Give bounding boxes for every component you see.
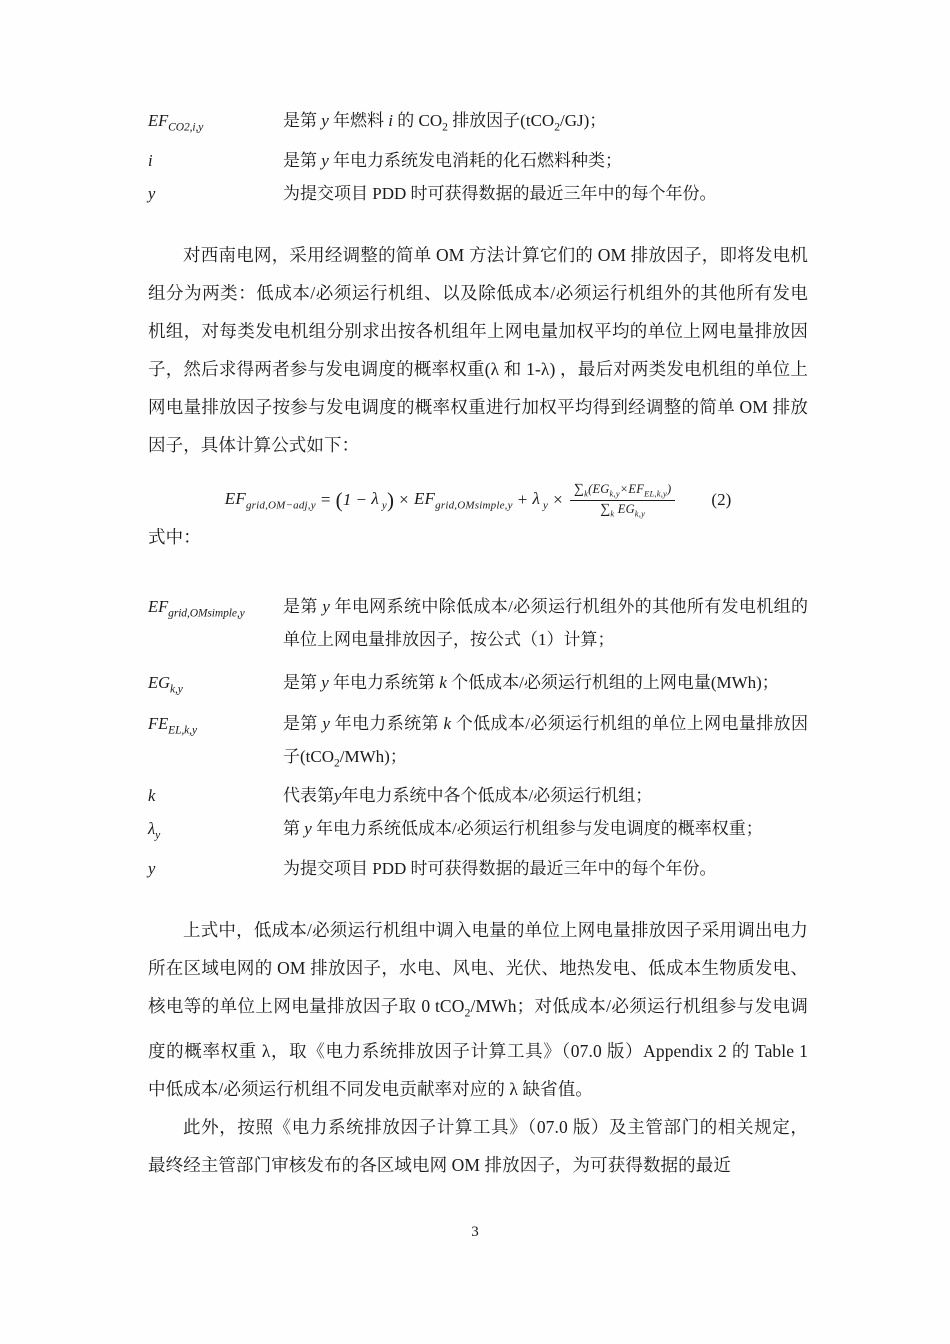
paragraph-lowcost-units: 上式中，低成本/必须运行机组中调入电量的单位上网电量排放因子采用调出电力所在区域电网的 OM 排放因子，水电、风电、光伏、地热发电、低成本生物质发电、核电等的单位上网电量排放因子取 0 tCO$_2$/MWh；对低成本/必须运行机组参与发电调度的概率权重 λ，取《电力系统排放因子计算工具》（07.0 版）Appendix 2 的 Table 1 中低成本/必须运行机组不同发电贡献率对应的 λ 缺省值。 bbox=[148, 920, 808, 1099]
definition-description: 是第 y 年电力系统第 k 个低成本/必须运行机组的上网电量(MWh)； bbox=[283, 673, 779, 693]
definition-term: $EF_{CO2,i,y}$ bbox=[148, 111, 204, 134]
definition-term: $EG_{k,y}$ bbox=[148, 673, 183, 696]
definition-row bbox=[148, 852, 808, 885]
definition-term: $EF_{grid,OMsimple,y}$ bbox=[148, 597, 245, 620]
definition-row bbox=[148, 177, 808, 210]
definition-description: 是第 y 年电力系统第 k 个低成本/必须运行机组的单位上网电量排放因子(tCO$_2$/MWh)； bbox=[283, 713, 809, 769]
definition-term: $FE_{EL,k,y}$ bbox=[148, 713, 197, 736]
definition-list-main bbox=[148, 590, 808, 885]
definition-term: y bbox=[148, 859, 156, 879]
definition-row bbox=[148, 104, 808, 144]
paragraph-southwest-grid: 对西南电网，采用经调整的简单 OM 方法计算它们的 OM 排放因子，即将发电机组分为两类：低成本/必须运行机组、以及除低成本/必须运行机组外的其他所有发电机组，对每类发电机组分别求出按各机组年上网电量加权平均的单位上网电量排放因子，然后求得两者参与发电调度的概率权重(λ 和 1-λ) ，最后对两类发电机组的单位上网电量排放因子按参与发电调度的概率权重进行加权平均得到经调整的简单 OM 排放因子，具体计算公式如下： bbox=[148, 245, 808, 456]
definition-term: k bbox=[148, 785, 156, 805]
definition-description: 为提交项目 PDD 时可获得数据的最近三年中的每个年份。 bbox=[283, 859, 717, 879]
definition-description: 为提交项目 PDD 时可获得数据的最近三年中的每个年份。 bbox=[283, 184, 717, 204]
definition-term: $\lambda_y$ bbox=[148, 818, 161, 842]
page-content bbox=[148, 0, 808, 1184]
definition-description: 是第 y 年电力系统发电消耗的化石燃料种类； bbox=[283, 151, 623, 171]
equation-expression: $EF_{grid,OM-adj,y}$ = ( 1 − λ $_y$ ) × $EF_{grid,OMsimple,y}$ + λ $_y$ × $\frac{\sum_k(EG_{k,y}\times EF_{EL,k,y})}{\sum_k EG_{k,y}}$ bbox=[225, 482, 678, 518]
fraction-numerator: $\sum_k(EG_{k,y}\times EF_{EL,k,y})$ bbox=[570, 482, 676, 501]
formula-legend-label: 式中： bbox=[148, 527, 201, 548]
page-number: 3 bbox=[471, 1224, 479, 1240]
definition-row bbox=[148, 144, 808, 177]
definition-term: y bbox=[148, 184, 156, 204]
equation-fraction bbox=[570, 482, 676, 518]
definition-row bbox=[148, 779, 808, 812]
definition-description: 是第 y 年燃料 i 的 $CO_2$ 排放因子(tCO$_2$/GJ)； bbox=[283, 111, 607, 134]
definition-row bbox=[148, 666, 808, 706]
definition-row bbox=[148, 812, 808, 852]
definition-row bbox=[148, 590, 808, 656]
definition-row bbox=[148, 707, 808, 779]
equation-2 bbox=[148, 482, 808, 518]
fraction-denominator: $\sum_k$ $EG_{k,y}$ bbox=[600, 501, 646, 519]
definition-description: 第 y 年电力系统低成本/必须运行机组参与发电调度的概率权重； bbox=[283, 818, 763, 838]
definition-description: 代表第y年电力系统中各个低成本/必须运行机组； bbox=[283, 785, 653, 805]
equation-number: (2) bbox=[711, 490, 732, 510]
definition-term: i bbox=[148, 151, 153, 171]
definition-description: 是第 y 年电网系统中除低成本/必须运行机组外的其他所有发电机组的单位上网电量排放因子，按公式（1）计算； bbox=[283, 597, 809, 650]
definition-list-top bbox=[148, 104, 808, 210]
paragraph-authority-note: 此外，按照《电力系统排放因子计算工具》（07.0 版）及主管部门的相关规定，最终经主管部门审核发布的各区域电网 OM 排放因子，为可获得数据的最近 bbox=[148, 1116, 808, 1175]
